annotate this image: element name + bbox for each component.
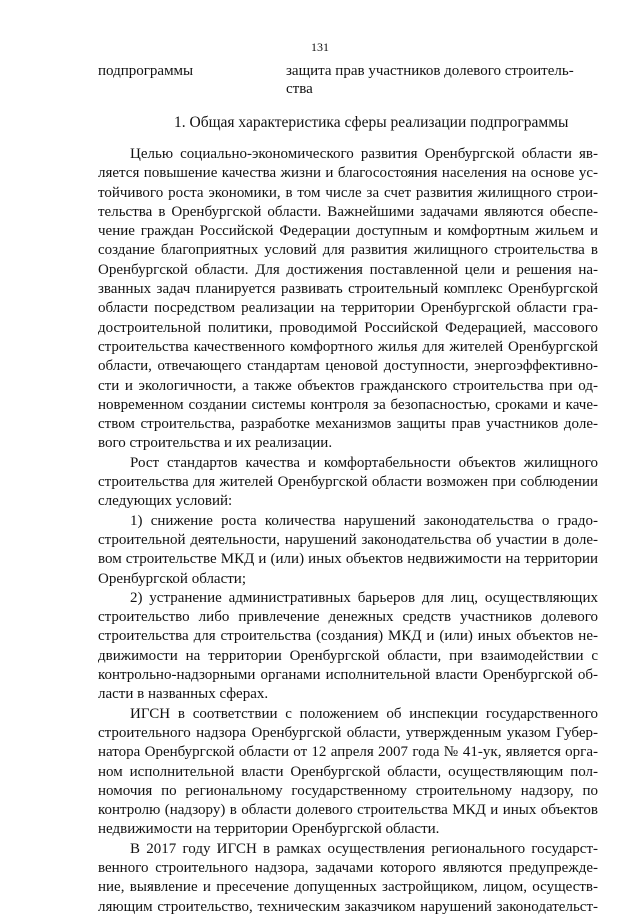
- paragraph: [98, 705, 598, 840]
- text-line: строительства качественного комфортного жилья для жителей Оренбургской: [98, 338, 598, 355]
- text-line: тойчивого роста экономики, в том числе за счет развития жилищного строи-: [98, 184, 598, 201]
- text-line: ИГСН в соответствии с положением об инспекции государственного: [130, 705, 598, 722]
- text-line: следующих условий:: [98, 493, 233, 510]
- text-line: контрольно-надзорными органами исполнительной власти Оренбургской об-: [98, 667, 598, 684]
- text-line: строительство либо привлечение денежных средств участников долевого: [98, 609, 598, 626]
- text-line: вого строительства и их реализации.: [98, 435, 333, 452]
- text-line: ляющим строительство, техническим заказчиком нарушений законодательст-: [98, 898, 598, 915]
- text-line: строительства для строительства (создания) МКД и (или) иных объектов не-: [98, 628, 598, 645]
- text-line: чение граждан Российской Федерации доступным и комфортным жильем и: [98, 223, 598, 240]
- text-line: строительной деятельности, нарушений законодательства об участии в доле-: [98, 531, 598, 548]
- text-line: достроительной политики, проводимой Российской Федерацией, массового: [98, 319, 598, 336]
- text-line: сти и экологичности, а также объектов гражданского строительства при од-: [98, 377, 598, 394]
- text-line: ством строительства, разработке механизмов защиты прав участников доле-: [98, 416, 598, 433]
- text-line: В 2017 году ИГСН в рамках осуществления регионального государст-: [130, 840, 598, 857]
- text-line: ние, выявление и пресечение допущенных застройщиком, лицом, осуществ-: [98, 879, 598, 896]
- text-line: области, отвечающего стандартам ценовой доступности, энергоэффективно-: [98, 358, 598, 375]
- paragraph: [98, 145, 598, 454]
- text-line: недвижимости на территории Оренбургской области.: [98, 821, 440, 838]
- text-line: ном исполнительной власти Оренбургской области, осуществляющим пол-: [98, 763, 598, 780]
- text-line: Оренбургской области;: [98, 570, 247, 587]
- text-line: тельства в Оренбургской области. Важнейшими задачами являются обеспе-: [98, 203, 598, 220]
- text-line: движимости на территории Оренбургской области, при взаимодействии с: [98, 647, 598, 664]
- text-line: создание благоприятных условий для развития жилищного строительства в: [98, 242, 598, 259]
- text-line: натора Оренбургской области от 12 апреля 2007 года № 41-ук, является орга-: [98, 744, 598, 761]
- header-value-line: защита прав участников долевого строитель-: [286, 63, 574, 79]
- body-text: [98, 145, 598, 917]
- text-line: 1) снижение роста количества нарушений законодательства о градо-: [130, 512, 598, 529]
- text-line: контролю (надзору) в области долевого строительства МКД и иных объектов: [98, 802, 598, 819]
- text-line: Оренбургской области. Для достижения поставленной цели и решения на-: [98, 261, 598, 278]
- text-line: новременном создании системы контроля за безопасностью, сроками и каче-: [98, 396, 598, 413]
- paragraph: [98, 840, 598, 917]
- text-line: номочия по региональному государственному строительному надзору, по: [98, 782, 598, 799]
- text-line: Целью социально-экономического развития Оренбургской области яв-: [130, 146, 598, 162]
- paragraph: [98, 512, 598, 589]
- section-title: 1. Общая характеристика сферы реализации подпрограммы: [174, 114, 569, 131]
- text-line: вом строительстве МКД и (или) иных объектов недвижимости на территории: [98, 551, 598, 568]
- text-line: ласти в названных сферах.: [98, 686, 269, 703]
- page-number: 131: [311, 40, 329, 54]
- text-line: 2) устранение административных барьеров для лиц, осуществляющих: [130, 589, 598, 606]
- header-value-line: ства: [286, 81, 313, 97]
- text-line: званных задач планируется развивать строительный комплекс Оренбургской: [98, 281, 598, 298]
- text-line: области посредством реализации на территории Оренбургской области гра-: [98, 300, 598, 317]
- text-line: Рост стандартов качества и комфортабельности объектов жилищного: [130, 454, 598, 471]
- paragraph: [98, 589, 598, 705]
- header-value: [286, 62, 596, 98]
- text-line: венного строительного надзора, задачами которого являются предупрежде-: [98, 859, 598, 876]
- header-label: подпрограммы: [98, 63, 194, 79]
- text-line: строительного надзора Оренбургской области, утвержденным указом Губер-: [98, 724, 598, 741]
- text-line: ляется повышение качества жизни и благосостояния населения на основе ус-: [98, 165, 598, 182]
- paragraph: [98, 454, 598, 512]
- text-line: строительства для жителей Оренбургской области возможен при соблюдении: [98, 474, 598, 491]
